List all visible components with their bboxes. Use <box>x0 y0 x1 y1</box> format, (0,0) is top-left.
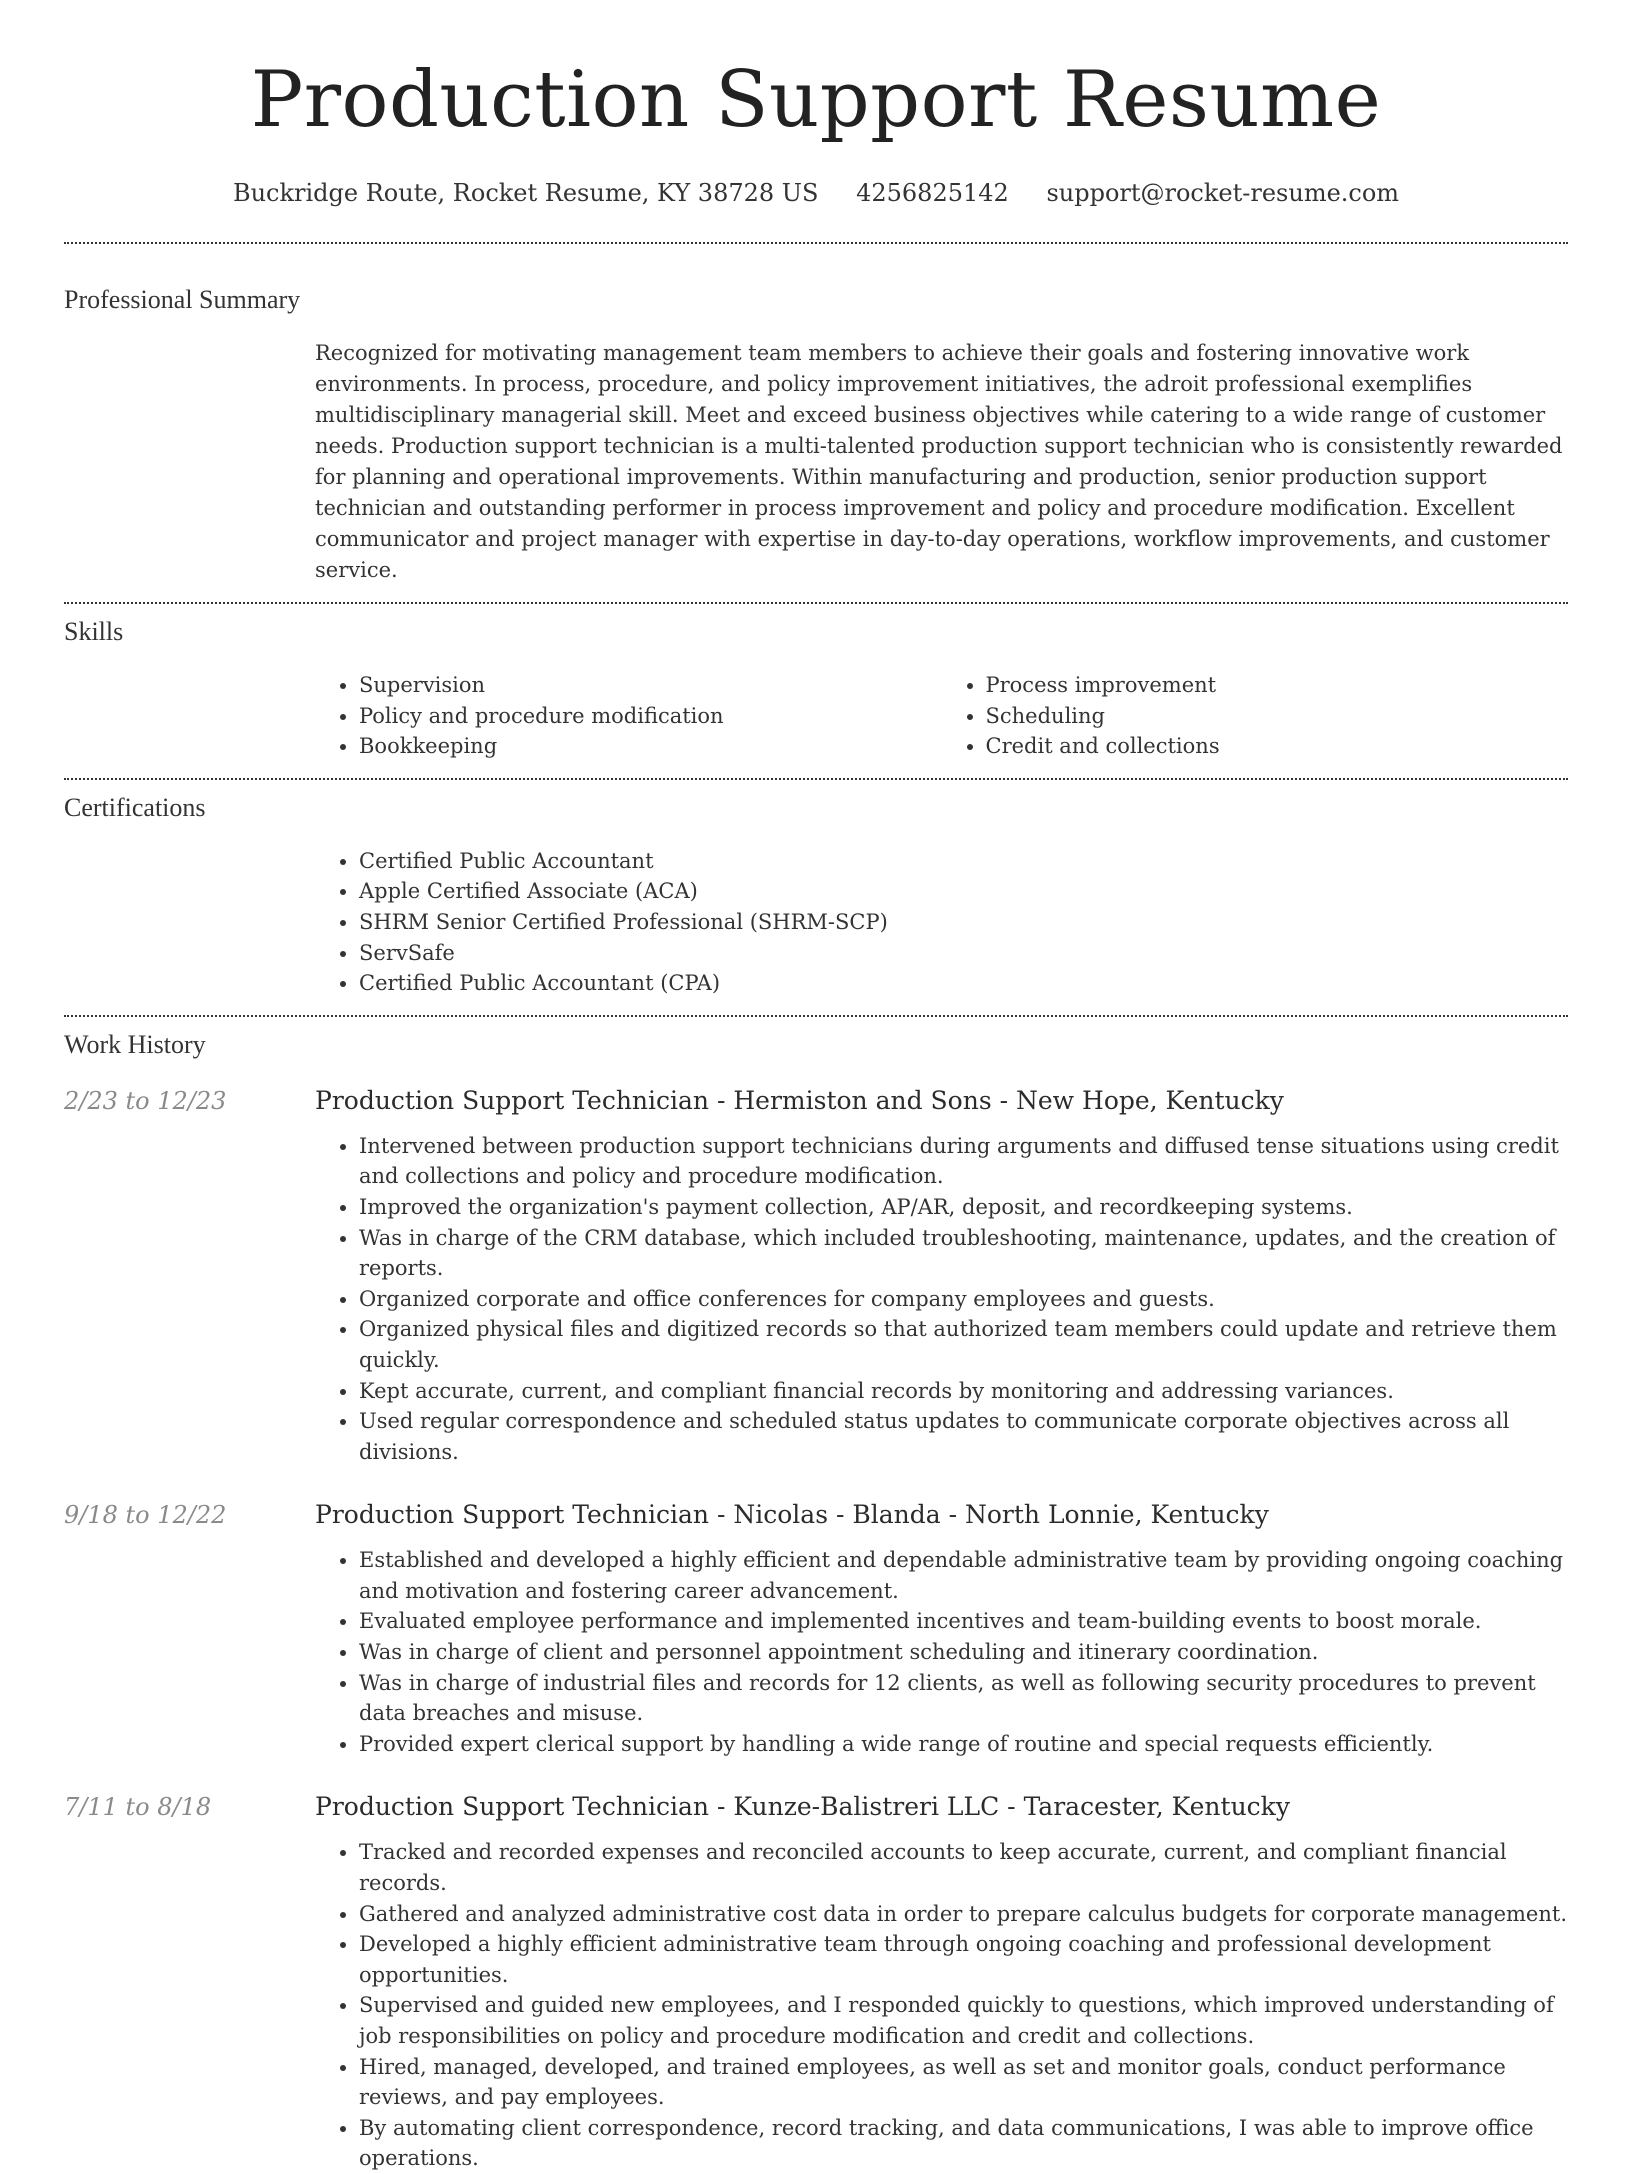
list-item: • Supervised and guided new employees, and I responded quickly to questions, which improved understanding of job responsibilities on policy and procedure modification and credit and collections. <box>359 1990 1568 2051</box>
list-item: • Organized corporate and office conferences for company employees and guests. <box>359 1284 1568 1315</box>
contact-address: Buckridge Route, Rocket Resume, KY 38728 US <box>232 179 819 207</box>
job-title: Production Support Technician - Kunze-Balistreri LLC - Taracester, Kentucky <box>315 1792 1290 1822</box>
list-item: • Was in charge of industrial files and records for 12 clients, as well as following security procedures to prevent data breaches and misuse. <box>359 1668 1568 1729</box>
divider <box>64 602 1568 604</box>
list-item: • By automating client correspondence, record tracking, and data communications, I was able to improve office operations. <box>359 2113 1568 2174</box>
job-title: Production Support Technician - Hermiston and Sons - New Hope, Kentucky <box>315 1085 1284 1115</box>
job-entry <box>64 1791 1568 2174</box>
divider <box>64 1015 1568 1017</box>
list-item: • Supervision <box>359 670 942 701</box>
divider <box>64 778 1568 780</box>
skills-right-list <box>942 670 1569 762</box>
list-item: • Certified Public Accountant (CPA) <box>359 968 1568 999</box>
list-item: • ServSafe <box>359 938 1568 969</box>
resume-page <box>64 0 1568 2174</box>
list-item: • Credit and collections <box>986 731 1569 762</box>
list-item: • Used regular correspondence and scheduled status updates to communicate corporate objectives across all divisions. <box>359 1406 1568 1467</box>
list-item: • SHRM Senior Certified Professional (SHRM-SCP) <box>359 907 1568 938</box>
skills-columns <box>315 670 1568 762</box>
list-item: • Organized physical files and digitized records so that authorized team members could update and retrieve them quickly. <box>359 1314 1568 1375</box>
list-item: • Scheduling <box>986 701 1569 732</box>
certifications-section <box>64 792 1568 999</box>
job-bullets <box>315 1131 1568 1468</box>
job-entry <box>64 1085 1568 1468</box>
list-item: • Was in charge of the CRM database, which included troubleshooting, maintenance, updates, and the creation of reports. <box>359 1223 1568 1284</box>
job-entry <box>64 1499 1568 1759</box>
work-history-section <box>64 1029 1568 2174</box>
list-item: • Established and developed a highly efficient and dependable administrative team by providing ongoing coaching and motivation and fostering career advancement. <box>359 1545 1568 1606</box>
list-item: • Intervened between production support technicians during arguments and diffused tense situations using credit and collections and policy and procedure modification. <box>359 1131 1568 1192</box>
job-date: 2/23 to 12/23 <box>64 1086 227 1115</box>
list-item: • Was in charge of client and personnel appointment scheduling and itinerary coordination. <box>359 1637 1568 1668</box>
list-item: • Developed a highly efficient administrative team through ongoing coaching and professional development opportunities. <box>359 1929 1568 1990</box>
work-history-heading: Work History <box>64 1029 206 1059</box>
list-item: • Bookkeeping <box>359 731 942 762</box>
contact-email: support@rocket-resume.com <box>1046 179 1400 207</box>
contact-line <box>64 178 1568 208</box>
list-item: • Kept accurate, current, and compliant financial records by monitoring and addressing variances. <box>359 1376 1568 1407</box>
list-item: • Improved the organization's payment collection, AP/AR, deposit, and recordkeeping systems. <box>359 1192 1568 1223</box>
summary-section <box>64 284 1568 586</box>
list-item: • Policy and procedure modification <box>359 701 942 732</box>
certifications-list <box>315 846 1568 999</box>
list-item: • Hired, managed, developed, and trained employees, as well as set and monitor goals, conduct performance reviews, and pay employees. <box>359 2052 1568 2113</box>
summary-heading: Professional Summary <box>64 285 301 314</box>
skills-section <box>64 616 1568 762</box>
skills-heading: Skills <box>64 617 124 646</box>
list-item: • Provided expert clerical support by handling a wide range of routine and special requests efficiently. <box>359 1729 1568 1760</box>
list-item: • Tracked and recorded expenses and reconciled accounts to keep accurate, current, and compliant financial records. <box>359 1837 1568 1898</box>
certifications-heading: Certifications <box>64 792 206 822</box>
list-item: • Gathered and analyzed administrative cost data in order to prepare calculus budgets for corporate management. <box>359 1899 1568 1930</box>
skills-left-list <box>315 670 942 762</box>
job-date: 7/11 to 8/18 <box>64 1793 212 1822</box>
list-item: • Apple Certified Associate (ACA) <box>359 876 1568 907</box>
resume-title: Production Support Resume <box>250 55 1382 145</box>
job-title: Production Support Technician - Nicolas - Blanda - North Lonnie, Kentucky <box>315 1500 1269 1530</box>
contact-phone: 4256825142 <box>856 179 1009 207</box>
list-item: • Certified Public Accountant <box>359 846 1568 877</box>
job-bullets <box>315 1545 1568 1759</box>
list-item: • Process improvement <box>986 670 1569 701</box>
list-item: • Evaluated employee performance and implemented incentives and team-building events to boost morale. <box>359 1606 1568 1637</box>
summary-text: Recognized for motivating management team members to achieve their goals and fostering innovative work environments. In process, procedure, and policy improvement initiatives, the adroit professional exemplifies multidisciplinary managerial skill. Meet and exceed business objectives while catering to a wide range of customer needs. Production support technician is a multi-talented production support technician who is consistently rewarded for planning and operational improvements. Within manufacturing and production, senior production support technician and outstanding performer in process improvement and policy and procedure modification. Excellent communicator and project manager with expertise in day-to-day operations, workflow improvements, and customer service. <box>315 341 1563 582</box>
job-bullets <box>315 1837 1568 2174</box>
job-date: 9/18 to 12/22 <box>64 1501 227 1530</box>
divider <box>64 242 1568 244</box>
